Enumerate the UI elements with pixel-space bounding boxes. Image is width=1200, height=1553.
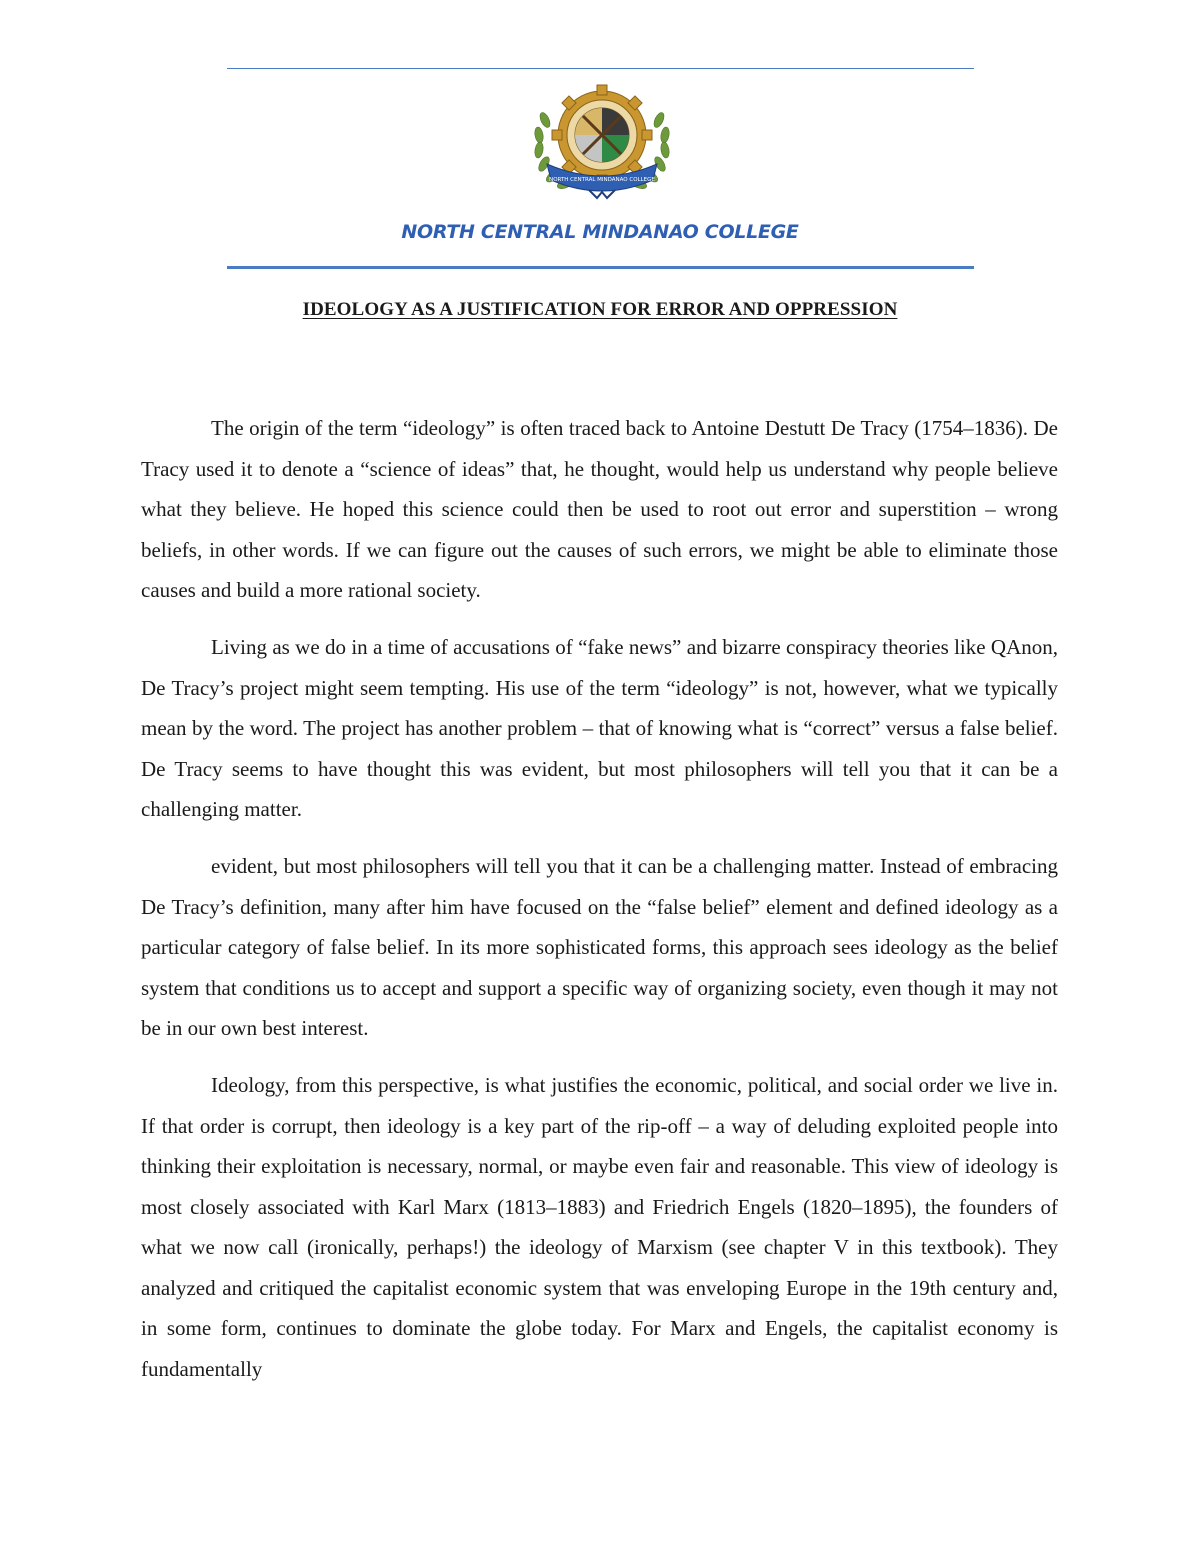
header-bottom-rule <box>227 266 974 269</box>
header-top-rule <box>227 68 974 69</box>
paragraph-1: The origin of the term “ideology” is often traced back to Antoine Destutt De Tracy (1754–1836). De Tracy used it to denote a “science of ideas” that, he thought, would help us understand why people believe what they believe. He hoped this science could then be used to root out error and superstition – wrong beliefs, in other words. If we can figure out the causes of such errors, we might be able to eliminate those causes and build a more rational society. <box>141 416 1058 603</box>
college-seal-logo <box>527 80 677 205</box>
paragraph-3: evident, but most philosophers will tell you that it can be a challenging matter. Instead of embracing De Tracy’s definition, many after him have focused on the “false belief” element and defined ideology as a particular category of false belief. In its more sophisticated forms, this approach sees ideology as the belief system that conditions us to accept and support a specific way of organizing society, even though it may not be in our own best interest. <box>141 853 1058 1041</box>
seal-ribbon-text: NORTH CENTRAL MINDANAO COLLEGE <box>549 177 655 183</box>
document-body <box>141 408 1058 1390</box>
paragraph-2: Living as we do in a time of accusations of “fake news” and bizarre conspiracy theories like QAnon, De Tracy’s project might seem tempting. His use of the term “ideology” is not, however, what we typically mean by the word. The project has another problem – that of knowing what is “correct” versus a false belief. De Tracy seems to have thought this was evident, but most philosophers will tell you that it can be a challenging matter. <box>141 634 1058 822</box>
paragraph-4: Ideology, from this perspective, is what justifies the economic, political, and social order we live in. If that order is corrupt, then ideology is a key part of the rip-off – a way of deluding exploited people into thinking their exploitation is necessary, normal, or maybe even fair and reasonable. This view of ideology is most closely associated with Karl Marx (1813–1883) and Friedrich Engels (1820–1895), the founders of what we now call (ironically, perhaps!) the ideology of Marxism (see chapter V in this textbook). They analyzed and critiqued the capitalist economic system that was enveloping Europe in the 19th century and, in some form, continues to dominate the globe today. For Marx and Engels, the capitalist economy is fundamentally <box>141 1072 1058 1382</box>
college-name: NORTH CENTRAL MINDANAO COLLEGE <box>401 221 799 243</box>
document-title: IDEOLOGY AS A JUSTIFICATION FOR ERROR AND OPPRESSION <box>302 299 898 320</box>
